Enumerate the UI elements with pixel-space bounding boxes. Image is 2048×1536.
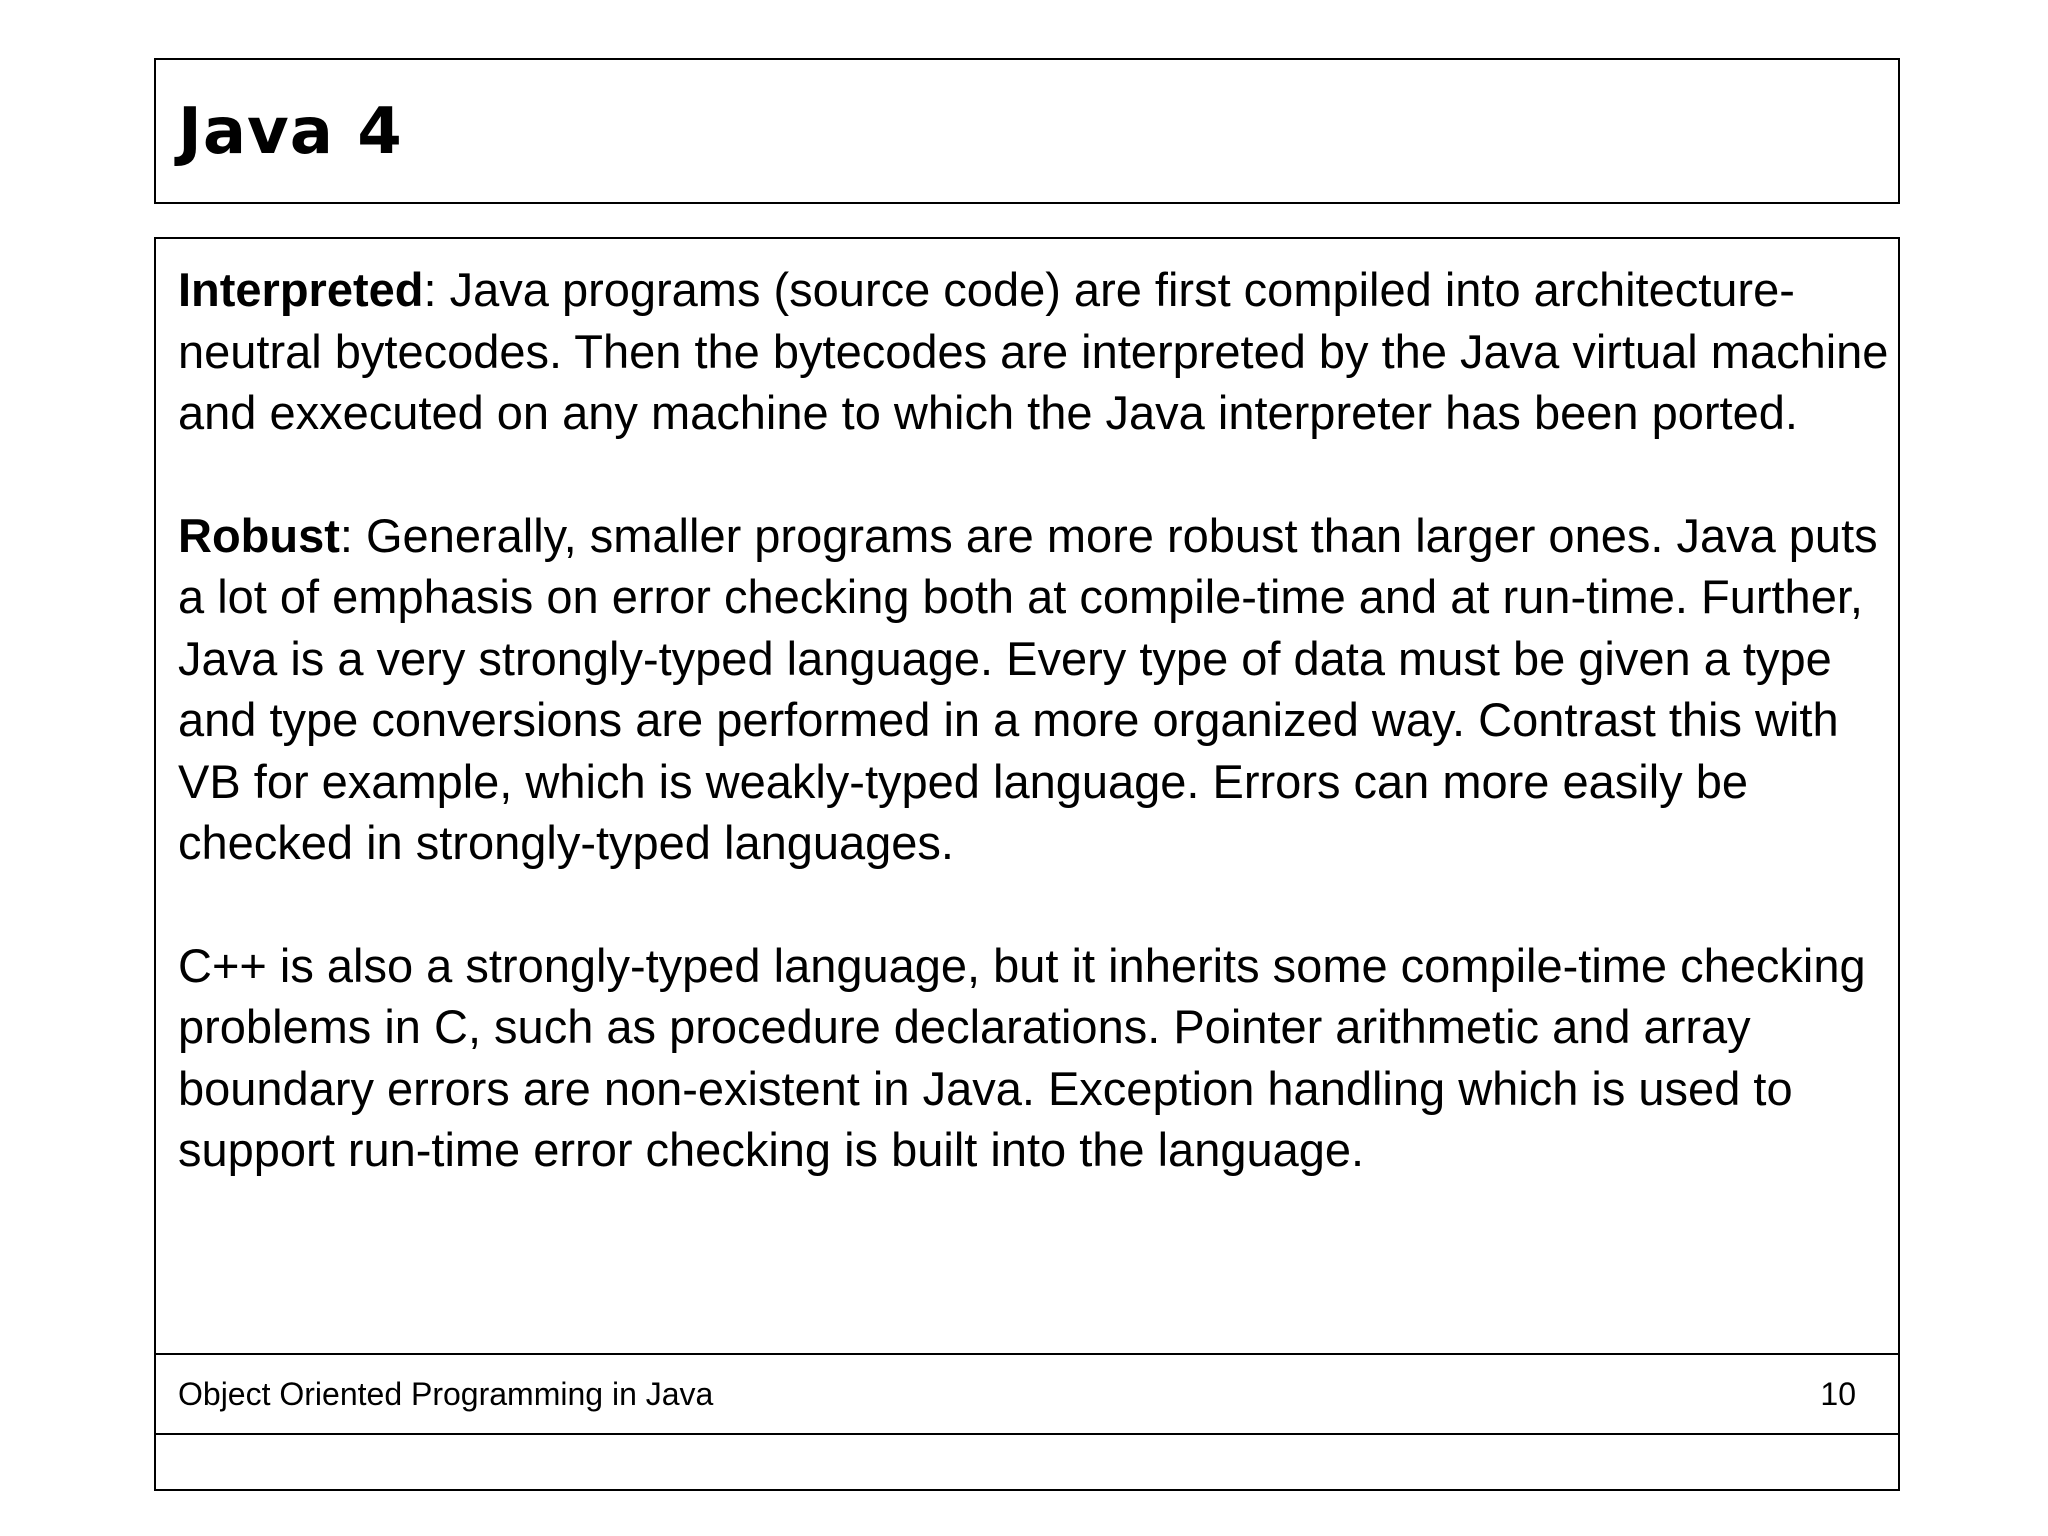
- footer-divider-top: [156, 1353, 1898, 1355]
- paragraph-robust: [178, 505, 1898, 874]
- paragraph-interpreted-text: : Java programs (source code) are first compiled into architecture-neutral bytecodes. Then the bytecodes are interpreted by the Java virtual machine and exxecuted on any machine to which the Java interpreter has been ported.: [178, 263, 1889, 439]
- paragraph-robust-text: : Generally, smaller programs are more robust than larger ones. Java puts a lot of emphasis on error checking both at compile-time and at run-time. Further, Java is a very strongly-typed language. Every type of data must be given a type and type conversions are performed in a more organized way. Contrast this with VB for example, which is weakly-typed language. Errors can more easily be checked in strongly-typed languages.: [178, 508, 1878, 869]
- term-robust: Robust: [178, 508, 340, 562]
- slide-title: Java 4: [178, 95, 403, 169]
- term-interpreted: Interpreted: [178, 263, 424, 316]
- slide-body: [178, 259, 1898, 1181]
- paragraph-cpp-text: C++ is also a strongly-typed language, but it inherits some compile-time checking problems in C, such as procedure declarations. Pointer arithmetic and array boundary errors are non-existent in Java. Exception handling which is used to support run-time error checking is built into the language.: [178, 938, 1866, 1176]
- title-box: [154, 58, 1900, 204]
- footer-divider-bottom: [156, 1433, 1898, 1435]
- paragraph-interpreted: [178, 259, 1898, 444]
- content-box: [154, 237, 1900, 1491]
- footer-page-number: 10: [1820, 1376, 1856, 1412]
- paragraph-cpp: [178, 935, 1898, 1181]
- footer-course-title: Object Oriented Programming in Java: [178, 1376, 714, 1412]
